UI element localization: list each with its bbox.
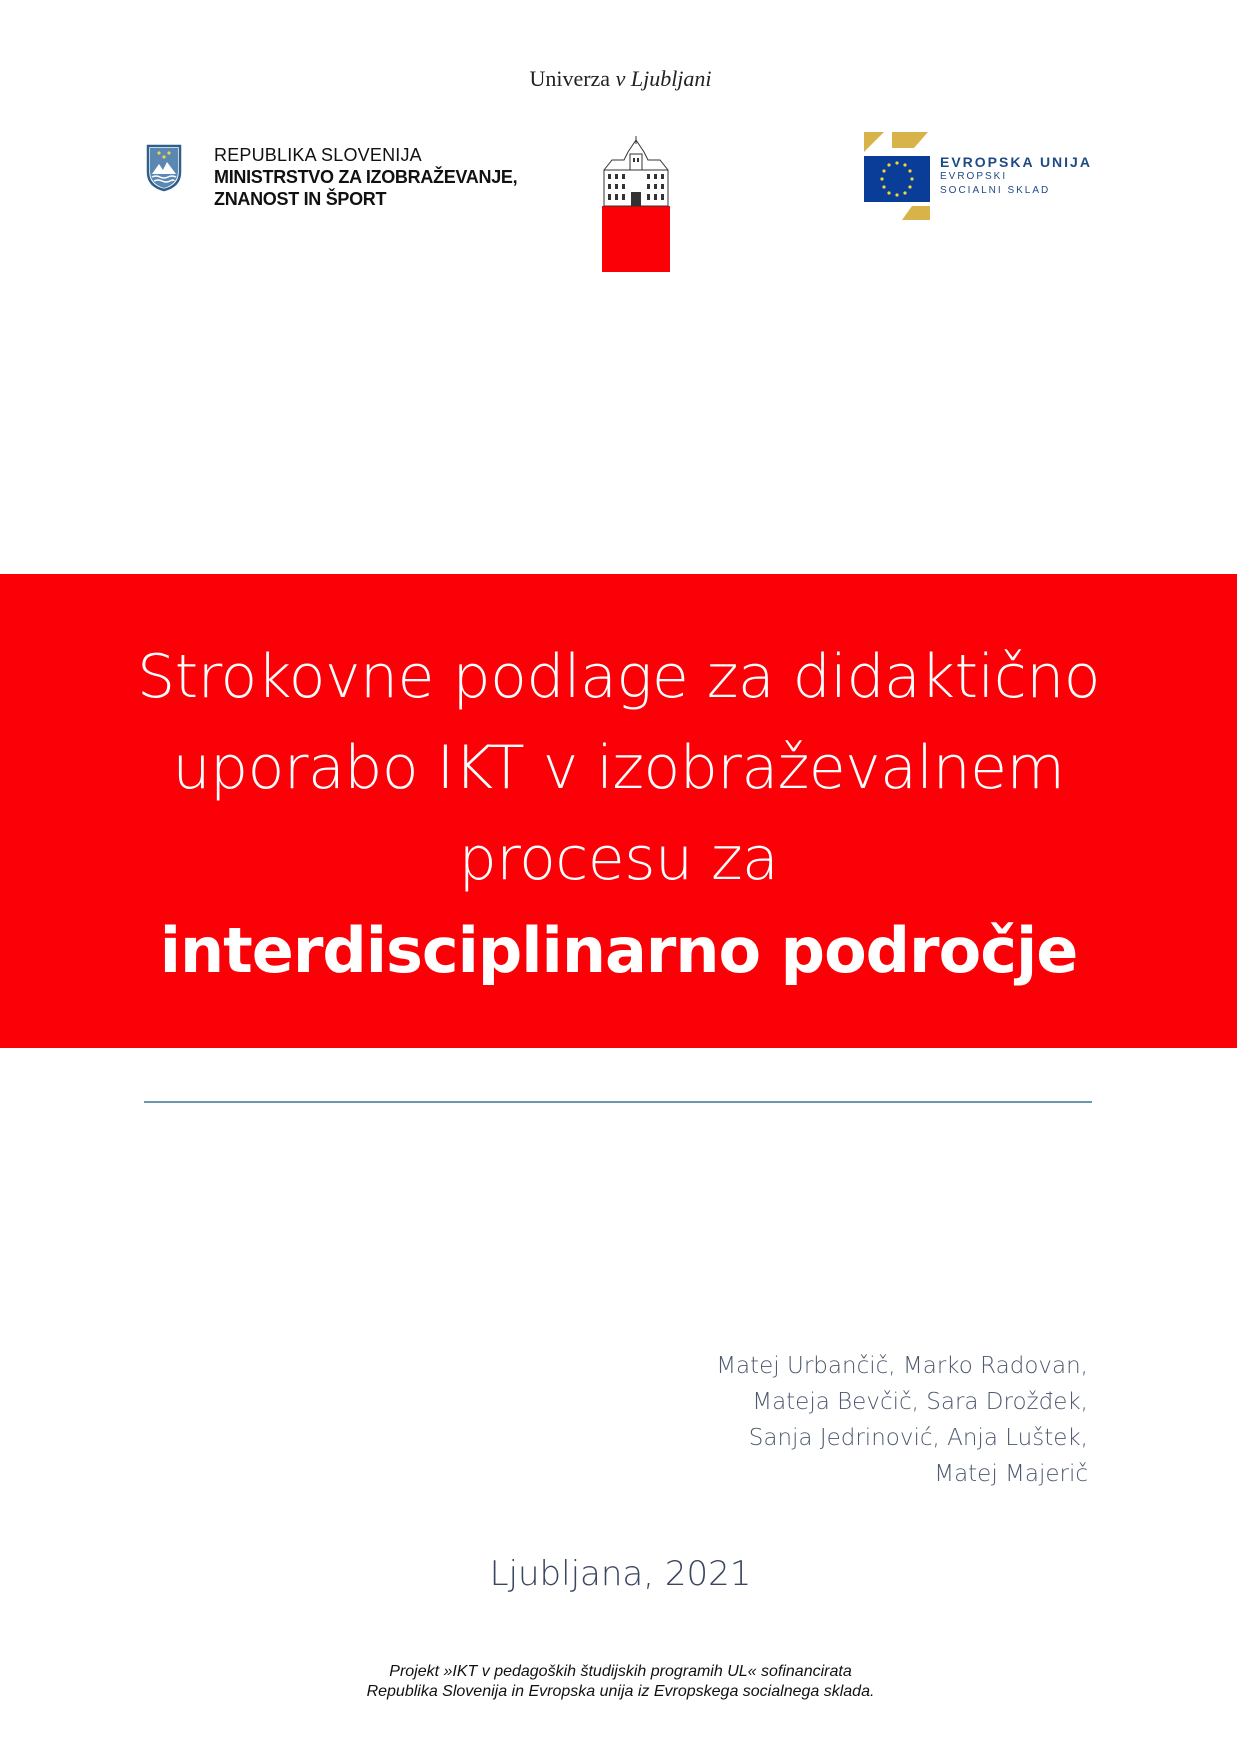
eu-logo [862,130,1092,222]
title-line-2: uporabo IKT v izobraževalnem [172,733,1065,803]
ministry-line-2: MINISTRSTVO ZA IZOBRAŽEVANJE, [214,167,518,187]
university-name-italic: v Ljubljani [615,66,712,91]
place-and-year: Ljubljana, 2021 [489,1554,752,1594]
funding-note-line-1: Projekt »IKT v pedagoških študijskih programih UL« sofinancirata [389,1663,852,1680]
eu-line-2: EVROPSKI [940,171,1008,182]
ministry-line-3: ZNANOST IN ŠPORT [214,189,387,209]
authors-block [716,1348,1088,1492]
title-line-4: interdisciplinarno področje [159,914,1078,987]
ministry-logo [146,144,517,210]
author-line: Mateja Bevčič, Sara Drožđek, [752,1389,1088,1415]
title-line-1: Strokovne podlage za didaktično [137,642,1100,712]
slovenia-coat-of-arms-icon [146,144,182,192]
horizontal-divider [144,1101,1092,1103]
ministry-line-1: REPUBLIKA SLOVENIJA [214,145,422,165]
eu-line-1: EVROPSKA UNIJA [940,154,1092,170]
eu-flag-icon [862,130,932,222]
author-line: Matej Urbančič, Marko Radovan, [716,1353,1088,1379]
title-line-3: procesu za [458,824,779,894]
funding-note [0,1662,1241,1702]
university-name [0,66,1241,92]
author-line: Sanja Jedrinović, Anja Luštek, [748,1425,1088,1451]
author-line: Matej Majerič [934,1461,1088,1487]
university-name-prefix: Univerza [529,66,611,91]
eu-line-3: SOCIALNI SKLAD [940,185,1051,196]
funding-note-line-2: Republika Slovenija in Evropska unija iz Evropskega socialnega sklada. [366,1683,875,1700]
document-title [0,632,1237,996]
university-building-icon [602,136,670,272]
